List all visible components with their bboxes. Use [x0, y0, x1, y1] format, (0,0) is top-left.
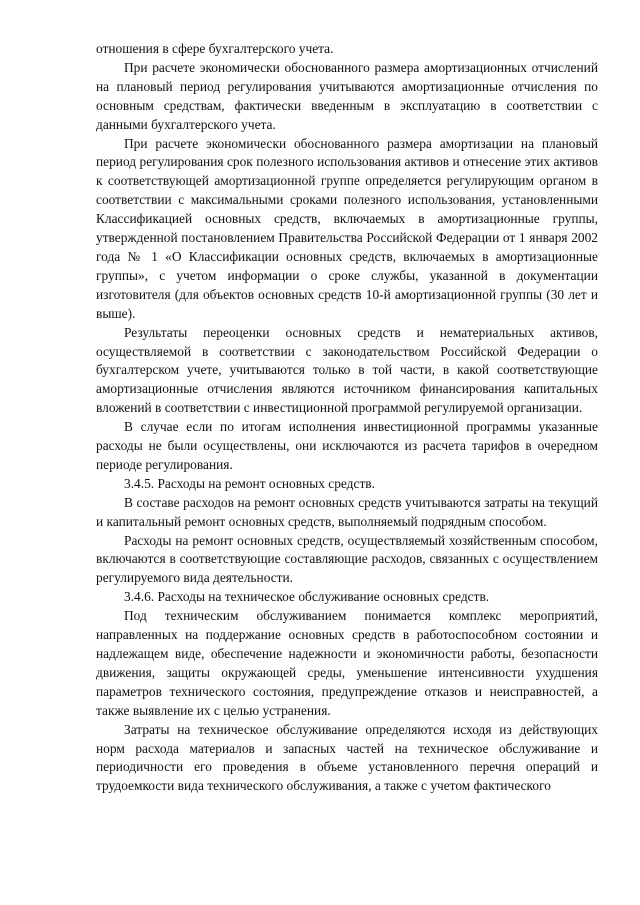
paragraph-amortization-accounting: При расчете экономически обоснованного размера амортизационных отчислений на плановый период регулирования учитываются амортизационные отчисления по основным средствам, фактически введенным в эксплуатацию в соответствии с данными бухгалтерского учета. [96, 59, 598, 132]
section-heading-3-4-6: 3.4.6. Расходы на техническое обслуживание основных средств. [124, 589, 490, 605]
paragraph-maintenance-definition: Под техническим обслуживанием понимается комплекс мероприятий, направленных на поддержание основных средств в работоспособном состоянии и надлежащем виде, обеспечение надежности и экономичности работы, безопасности движения, защиты окружающей среды, уменьшение интенсивности ухудшения параметров технического состояния, предупреждение отказов и неисправностей, а также выявление их с целью устранения. [96, 608, 598, 718]
section-heading-3-4-5: 3.4.5. Расходы на ремонт основных средств. [124, 475, 375, 491]
document-page [96, 40, 598, 796]
paragraph-maintenance-costs: Затраты на техническое обслуживание определяются исходя из действующих норм расхода материалов и запасных частей на техническое обслуживание и периодичности его проведения в объеме установленного перечня операций и трудоемкости вида технического обслуживания, а также с учетом фактического [96, 721, 598, 794]
paragraph-revaluation: Результаты переоценки основных средств и нематериальных активов, осуществляемой в соответствии с законодательством Российской Федерации о бухгалтерском учете, учитываются только в той части, в какой соответствующие амортизационные отчисления являются источником финансирования капитальных вложений в соответствии с инвестиционной программой регулируемой организации. [96, 324, 598, 416]
paragraph-useful-life: При расчете экономически обоснованного размера амортизации на плановый период регулирования срок полезного использования активов и отнесение этих активов к соответствующей амортизационной группе определяется регулирующим органом в соответствии с максимальными сроками полезного использования, установленными Классификацией основных средств, включаемых в амортизационные группы, утвержденной постановлением Правительства Российской Федерации от 1 января 2002 года № 1 «О Классификации основных средств, включаемых в амортизационные группы», с учетом информации о сроке службы, указанной в документации изготовителя (для объектов основных средств 10-й амортизационной группы (30 лет и выше). [96, 135, 598, 321]
paragraph-repair-contract: В составе расходов на ремонт основных средств учитываются затраты на текущий и капитальный ремонт основных средств, выполняемый подрядным способом. [96, 494, 598, 529]
paragraph-repair-in-house: Расходы на ремонт основных средств, осуществляемый хозяйственным способом, включаются в соответствующие составляющие расходов, связанных с осуществлением регулируемого вида деятельности. [96, 532, 598, 586]
paragraph-continuation: отношения в сфере бухгалтерского учета. [96, 41, 334, 56]
paragraph-investment-program: В случае если по итогам исполнения инвестиционной программы указанные расходы не были осуществлены, они исключаются из расчета тарифов в очередном периоде регулирования. [96, 419, 598, 472]
